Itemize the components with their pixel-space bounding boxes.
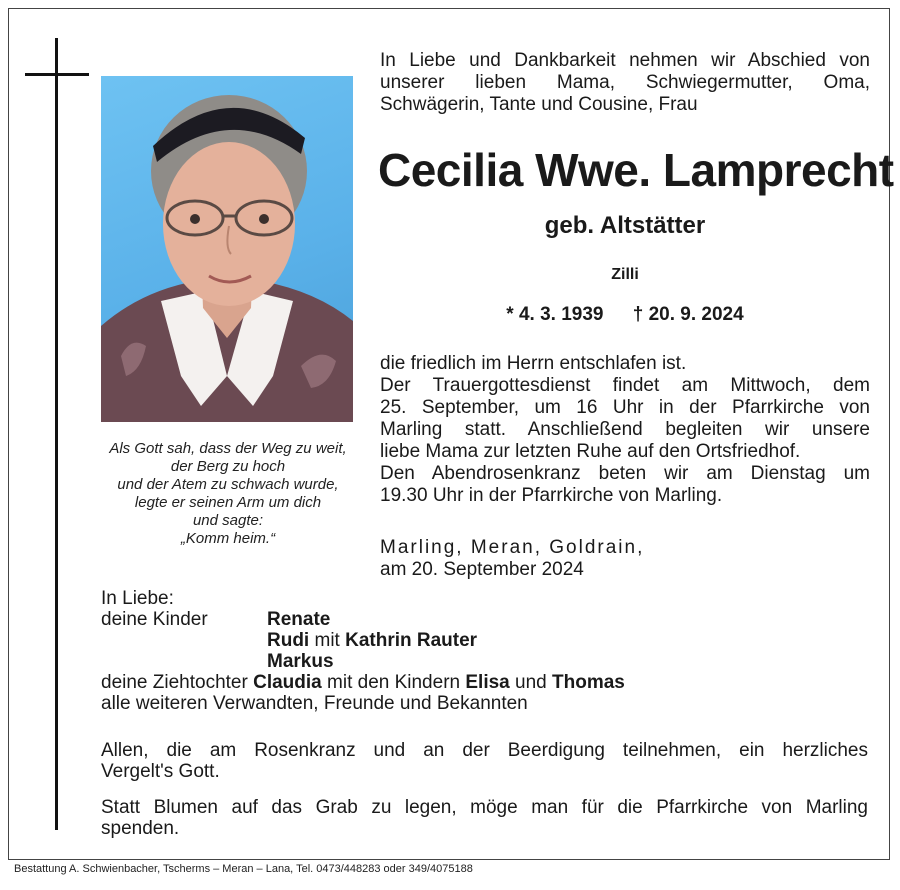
body-line: Marling statt. Anschließend begleiten wir unsere (380, 419, 870, 440)
maiden-name: geb. Altstätter (544, 212, 706, 239)
body-line: 19.30 Uhr in der Pfarrkirche von Marling. (380, 485, 723, 506)
body-line: liebe Mama zur letzten Ruhe auf den Ortsfriedhof. (380, 441, 801, 462)
thanks-text (101, 740, 868, 782)
cross-icon-vertical (55, 38, 58, 830)
donation-line: spenden. (101, 818, 180, 839)
body-line: Der Trauergottesdienst findet am Mittwoch, dem (380, 375, 870, 396)
cross-icon-horizontal (25, 73, 89, 76)
portrait-photo (101, 76, 353, 422)
relatives-row: alle weiteren Verwandten, Freunde und Bekannten (101, 693, 528, 714)
life-dates (380, 304, 870, 326)
child-name: Rudi (267, 630, 310, 651)
donation-request (101, 797, 868, 839)
intro-line: unserer lieben Mama, Schwiegermutter, Oma, (380, 72, 870, 93)
death-date: † 20. 9. 2024 (632, 304, 744, 325)
portrait-illustration (101, 76, 353, 422)
body-line: 25. September, um 16 Uhr in der Pfarrkirche von (380, 397, 870, 418)
donation-line: Statt Blumen auf das Grab zu legen, möge man für die Pfarrkirche von Marling (101, 797, 868, 818)
with-children-text: mit den Kindern (327, 672, 461, 693)
poem-line: legte er seinen Arm um dich (134, 494, 322, 511)
children-row (101, 609, 881, 630)
child-with-partner (267, 630, 477, 651)
foster-row (101, 672, 881, 693)
mourners-heading: In Liebe: (101, 588, 174, 609)
poem-line: der Berg zu hoch (170, 458, 286, 475)
notice-date: am 20. September 2024 (380, 559, 584, 580)
foster-label: deine Ziehtochter (101, 672, 248, 693)
birth-date: * 4. 3. 1939 (506, 304, 604, 325)
grandchild-name: Elisa (465, 672, 510, 693)
thanks-line: Allen, die am Rosenkranz und an der Beerdigung teilnehmen, ein herzliches (101, 740, 868, 761)
place-names: Marling, Meran, Goldrain, (380, 537, 645, 558)
body-line: die friedlich im Herrn entschlafen ist. (380, 353, 687, 374)
poem-line: „Komm heim.“ (180, 530, 276, 547)
nickname: Zilli (611, 266, 639, 283)
children-row (101, 651, 881, 672)
service-announcement (380, 353, 870, 507)
children-row (101, 630, 881, 651)
poem-line: Als Gott sah, dass der Weg zu weit, (109, 440, 347, 457)
funeral-home-footer: Bestattung A. Schwienbacher, Tscherms – Meran – Lana, Tel. 0473/448283 oder 349/4075188 (14, 863, 473, 875)
poem-line: und sagte: (192, 512, 264, 529)
partner-name: Kathrin Rauter (345, 630, 478, 651)
foster-name: Claudia (253, 672, 322, 693)
child-name: Markus (267, 651, 334, 672)
child-name: Renate (267, 609, 331, 630)
mourners-list (101, 588, 881, 714)
poem-line: und der Atem zu schwach wurde, (117, 476, 339, 493)
intro-text (380, 50, 870, 116)
deceased-name: Cecilia Wwe. Lamprecht (378, 144, 894, 196)
children-label: deine Kinder (101, 609, 208, 630)
intro-line: Schwägerin, Tante und Cousine, Frau (380, 94, 698, 115)
with-word: mit (314, 630, 340, 651)
body-line: Den Abendrosenkranz beten wir am Dienstag um (380, 463, 870, 484)
poem (92, 440, 364, 548)
intro-line: In Liebe und Dankbarkeit nehmen wir Abschied von (380, 50, 870, 71)
and-word: und (515, 672, 547, 693)
thanks-line: Vergelt's Gott. (101, 761, 220, 782)
place-and-date (380, 537, 870, 581)
grandchild-name: Thomas (552, 672, 625, 693)
